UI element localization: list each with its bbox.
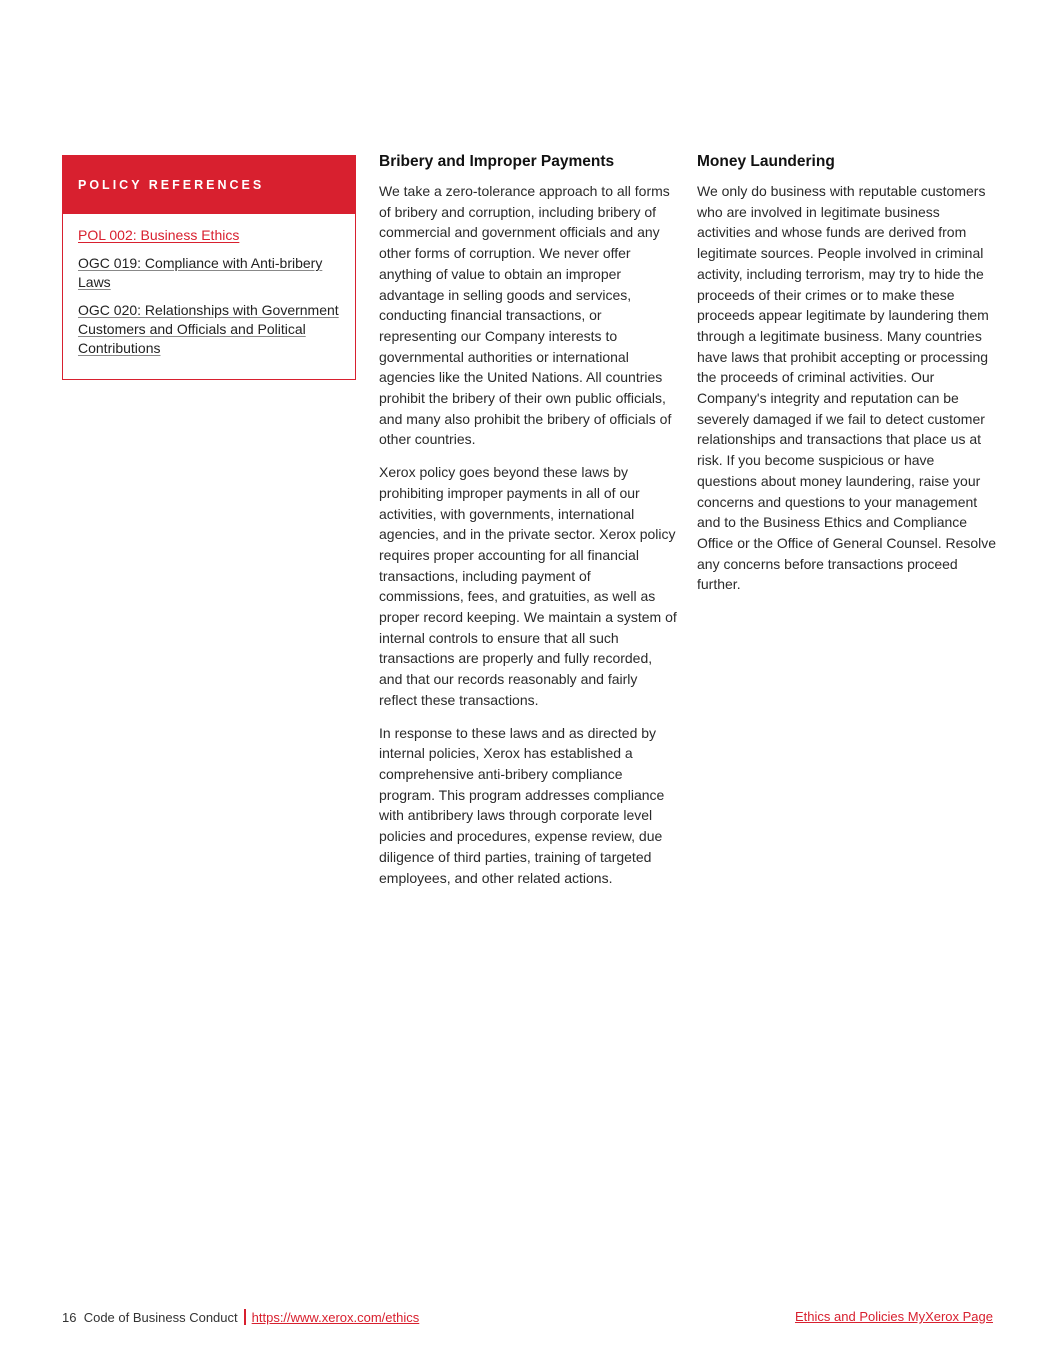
money-laundering-paragraph: We only do business with reputable customers who are involved in legitimate business activities and whose funds are derived from legitimate sources. People involved in criminal activity, including terrorism, may try to hide the proceeds of their crimes or to make these proceeds appear legitimate by laundering them through a legitimate business. Many countries have laws that prohibit accepting or processing the proceeds of criminal activities. Our Company's integrity and reputation can be severely damaged if we fail to detect customer relationships and transactions that place us at risk. If you become suspicious or have questions about money laundering, raise your concerns and questions to your management and to the Business Ethics and Compliance Office or the Office of General Counsel. Resolve any concerns before transactions proceed further. bbox=[697, 183, 997, 593]
policy-references-box bbox=[62, 155, 356, 380]
ethics-url-link[interactable]: https://www.xerox.com/ethics bbox=[251, 1310, 420, 1325]
document-title: Code of Business Conduct bbox=[83, 1310, 238, 1325]
money-laundering-section bbox=[697, 153, 997, 607]
policy-link-ogc-019[interactable]: OGC 019: Compliance with Anti-bribery Laws bbox=[78, 255, 323, 290]
bribery-paragraph: Xerox policy goes beyond these laws by prohibiting improper payments in all of our activities, with governments, international agencies, and in the private sector. Xerox policy requires proper accounting for all financial transactions, including payment of commissions, fees, and gratuities, as well as proper record keeping. We maintain a system of internal controls to ensure that all such transactions are properly and fully recorded, and that our records reasonably and fairly reflect these transactions. bbox=[379, 464, 677, 708]
money-laundering-heading: Money Laundering bbox=[697, 153, 835, 170]
bribery-paragraph: In response to these laws and as directed by internal policies, Xerox has established a comprehensive anti-bribery compliance program. This program addresses compliance with antibribery laws through corporate level policies and procedures, expense review, due diligence of third parties, training of targeted employees, and other related actions. bbox=[379, 724, 665, 886]
policy-link-pol-002[interactable]: POL 002: Business Ethics bbox=[78, 227, 240, 243]
policy-link-ogc-020[interactable]: OGC 020: Relationships with Government Customers and Officials and Political Contributions bbox=[78, 302, 339, 356]
footer-left bbox=[62, 1309, 419, 1325]
bribery-paragraph: We take a zero-tolerance approach to all forms of bribery and corruption, including bribery of commercial and government officials and any other forms of corruption. We never offer anything of value to obtain an improper advantage in selling goods and services, conducting financial transactions, or representing our Company interests to governmental authorities or international agencies like the United Nations. All countries prohibit the bribery of their own public officials, and many also prohibit the bribery of officials of other countries. bbox=[379, 183, 672, 448]
bribery-section bbox=[379, 153, 679, 900]
myxerox-page-link[interactable]: Ethics and Policies MyXerox Page bbox=[795, 1309, 993, 1324]
policy-references-list bbox=[63, 214, 355, 379]
footer-divider bbox=[244, 1309, 246, 1325]
page-number: 16 bbox=[62, 1310, 77, 1325]
bribery-heading: Bribery and Improper Payments bbox=[379, 153, 615, 170]
policy-references-title: POLICY REFERENCES bbox=[63, 156, 355, 214]
